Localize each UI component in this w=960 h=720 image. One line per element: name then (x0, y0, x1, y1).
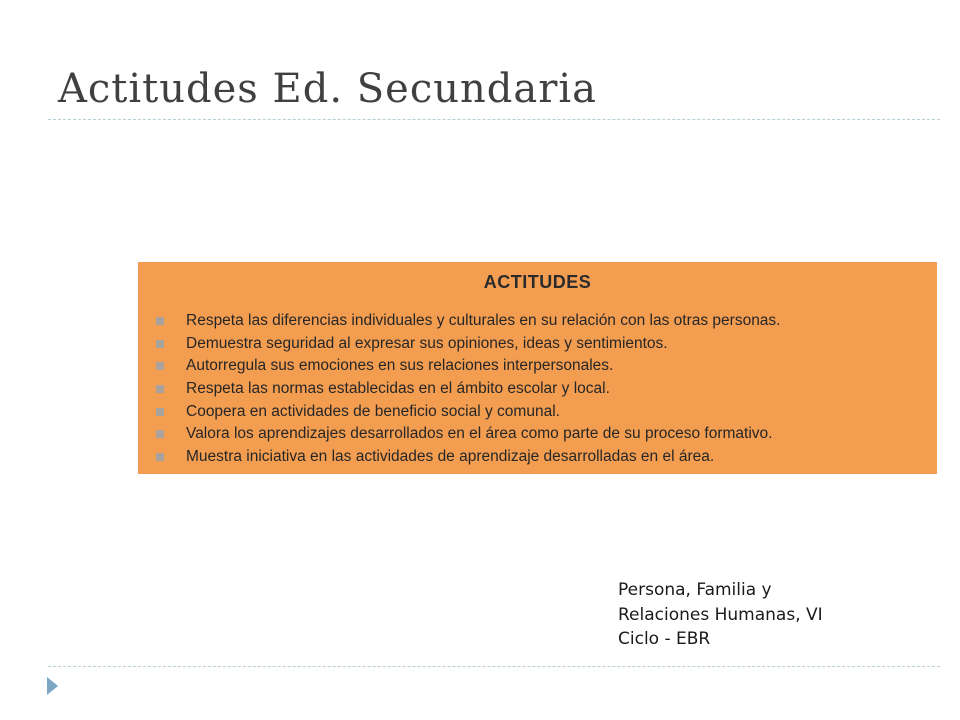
list-item-text: Respeta las normas establecidas en el ámbito escolar y local. (186, 380, 610, 398)
footnote-line: Persona, Familia y (618, 580, 772, 600)
page-title: Actitudes Ed. Secundaria (58, 66, 597, 112)
attitude-list (156, 310, 781, 468)
list-item (156, 400, 781, 423)
footnote-line: Ciclo - EBR (618, 629, 711, 649)
list-item (156, 333, 781, 356)
square-bullet-icon (156, 408, 164, 416)
list-item (156, 378, 781, 401)
list-item (156, 355, 781, 378)
attitudes-panel (138, 262, 937, 474)
square-bullet-icon (156, 340, 164, 348)
list-item (156, 446, 781, 469)
list-item-text: Autorregula sus emociones en sus relaciones interpersonales. (186, 357, 614, 375)
footer-divider (48, 666, 940, 667)
title-divider (48, 119, 940, 120)
list-item-text: Demuestra seguridad al expresar sus opiniones, ideas y sentimientos. (186, 334, 668, 352)
list-item-text: Coopera en actividades de beneficio social y comunal. (186, 402, 560, 420)
footnote-line: Relaciones Humanas, VI (618, 604, 823, 625)
list-item-text: Respeta las diferencias individuales y culturales en su relación con las otras personas. (186, 312, 781, 330)
panel-heading: ACTITUDES (483, 272, 592, 292)
square-bullet-icon (156, 430, 164, 438)
list-item-text: Valora los aprendizajes desarrollados en el área como parte de su proceso formativo. (186, 425, 773, 443)
triangle-right-icon[interactable] (47, 677, 58, 695)
square-bullet-icon (156, 362, 164, 370)
list-item (156, 310, 781, 333)
square-bullet-icon (156, 317, 164, 325)
square-bullet-icon (156, 453, 164, 461)
source-footnote (618, 578, 878, 652)
square-bullet-icon (156, 385, 164, 393)
list-item (156, 423, 781, 446)
list-item-text: Muestra iniciativa en las actividades de aprendizaje desarrolladas en el área. (186, 447, 715, 465)
